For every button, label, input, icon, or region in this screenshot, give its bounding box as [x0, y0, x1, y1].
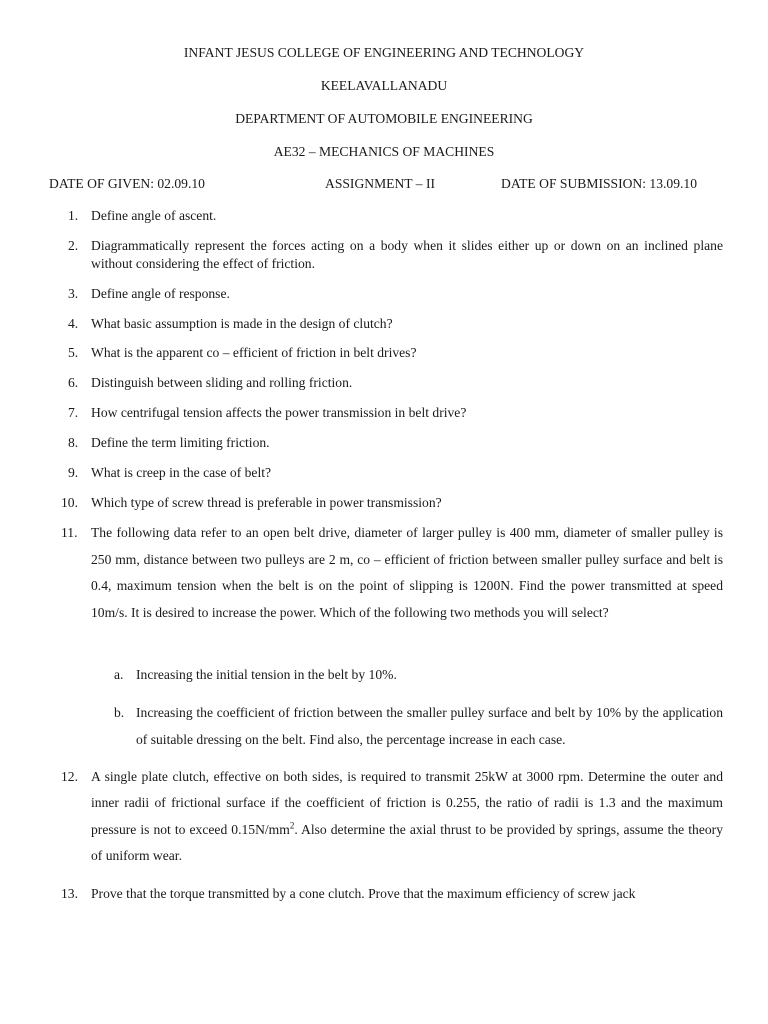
question-number: 13. [61, 886, 78, 901]
question-text: Distinguish between sliding and rolling friction. [91, 375, 353, 390]
question-text: What is the apparent co – efficient of friction in belt drives? [91, 345, 417, 360]
place-name: KEELAVALLANADU [320, 78, 448, 93]
question-text: The following data refer to an open belt drive, diameter of larger pulley is 400 mm, diameter of smaller pulley is 250 mm, distance between two pulleys are 2 m, co – efficient of friction between smaller pulley surface and belt is 0.4, maximum tension when the belt is on the point of slipping is 1200N. Find the power transmitted at speed 10m/s. It is desired to increase the power. Which of the following two methods you will select? [91, 525, 723, 620]
question-text: A single plate clutch, effective on both sides, is required to transmit 25kW at 3000 rpm. Determine the outer and inner radii of frictional surface if the coefficient of friction is 0.255, the ratio of radii is 1.3 and the maximum pressure is not to exceed $0.15N/mm^2$. Also determine the axial thrust to be provided by springs, assume the theory of uniform wear. [91, 769, 723, 863]
question-text: What basic assumption is made in the design of clutch? [91, 316, 393, 331]
course-title: AE32 – MECHANICS OF MACHINES [273, 144, 495, 159]
subquestion-text: Increasing the initial tension in the belt by 10%. [136, 667, 397, 682]
question-text: Define angle of ascent. [91, 208, 217, 223]
question-text: Define the term limiting friction. [91, 435, 270, 450]
question-number: 1. [68, 208, 79, 223]
question-text: Define angle of response. [91, 286, 230, 301]
question-text: Which type of screw thread is preferable in power transmission? [91, 495, 442, 510]
question-number: 8. [68, 435, 79, 450]
question-text: How centrifugal tension affects the power transmission in belt drive? [91, 405, 467, 420]
question-number: 4. [68, 316, 79, 331]
college-name: INFANT JESUS COLLEGE OF ENGINEERING AND TECHNOLOGY [183, 45, 585, 60]
question-number: 11. [61, 525, 78, 540]
subquestion-label: a. [114, 667, 124, 682]
subquestion-text: Increasing the coefficient of friction between the smaller pulley surface and belt by 10% by the application of suitable dressing on the belt. Find also, the percentage increase in each case. [136, 705, 723, 747]
department-name: DEPARTMENT OF AUTOMOBILE ENGINEERING [235, 111, 533, 126]
date-given: DATE OF GIVEN: 02.09.10 [49, 176, 205, 191]
question-number: 5. [68, 345, 79, 360]
date-submission: DATE OF SUBMISSION: 13.09.10 [501, 176, 698, 191]
question-number: 12. [61, 769, 78, 784]
question-number: 3. [68, 286, 79, 301]
question-number: 6. [68, 375, 79, 390]
assignment-number: ASSIGNMENT – II [325, 176, 436, 191]
subquestion-label: b. [114, 705, 125, 720]
question-number: 9. [68, 465, 79, 480]
question-text: Prove that the torque transmitted by a cone clutch. Prove that the maximum efficiency of screw jack [91, 886, 636, 901]
question-number: 10. [61, 495, 78, 510]
question-number: 2. [68, 238, 79, 253]
question-text: What is creep in the case of belt? [91, 465, 272, 480]
question-number: 7. [68, 405, 79, 420]
question-text: Diagrammatically represent the forces acting on a body when it slides either up or down on an inclined plane without considering the effect of friction. [91, 238, 723, 271]
